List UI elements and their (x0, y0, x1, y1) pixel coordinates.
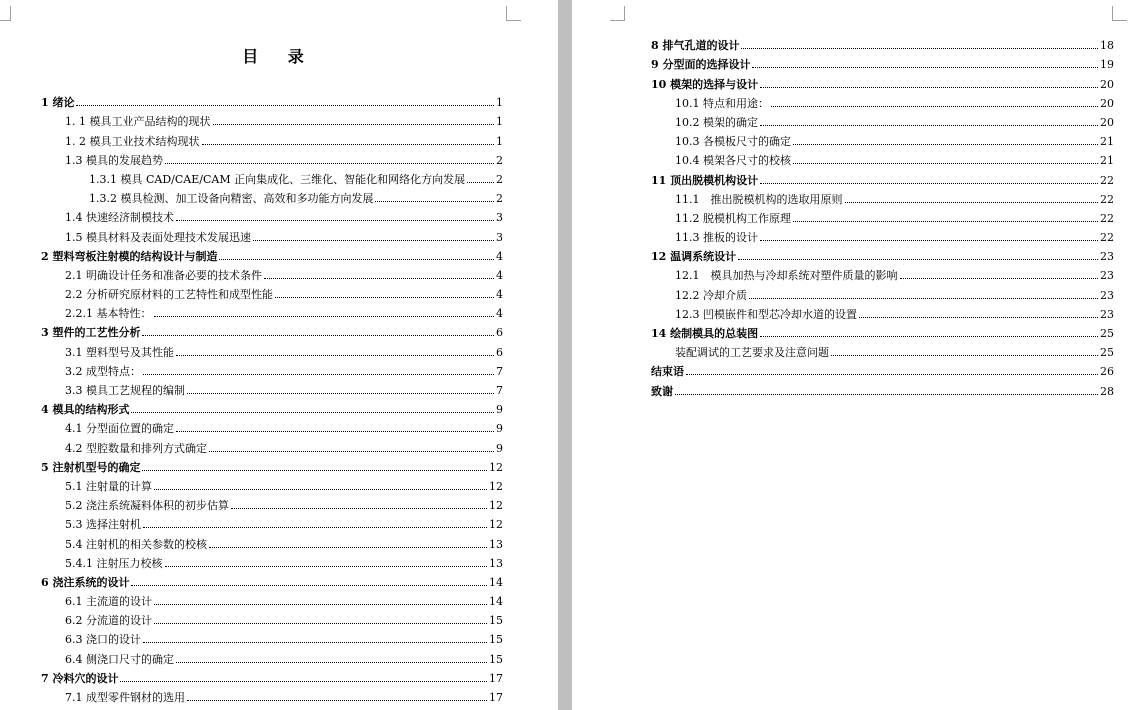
toc-entry-title: 4 模具的结构形式 (41, 403, 130, 417)
toc-entry-title: 11.3 推板的设计 (675, 231, 758, 245)
toc-entry-title: 1.5 模具材料及表面处理技术发展迅速 (65, 230, 251, 244)
toc-dot-leader (760, 335, 1098, 337)
toc-entry[interactable] (41, 301, 503, 320)
toc-page-number: 22 (1100, 173, 1114, 187)
toc-dot-leader (752, 66, 1098, 68)
toc-entry-title: 7.1 成型零件钢材的选用 (65, 691, 185, 704)
toc-dot-leader (686, 373, 1098, 375)
toc-entry-title: 2.1 明确设计任务和准备必要的技术条件 (65, 268, 262, 282)
toc-page-number: 22 (1100, 231, 1114, 245)
toc-page-number: 9 (496, 441, 503, 455)
toc-entry[interactable] (41, 435, 503, 454)
toc-dot-leader (760, 86, 1098, 88)
toc-dot-leader (760, 124, 1098, 126)
toc-page-number: 22 (1100, 192, 1114, 206)
toc-entry-title: 6.1 主流道的设计 (65, 595, 152, 609)
toc-entry[interactable] (41, 531, 503, 550)
toc-entry[interactable] (41, 627, 503, 646)
toc-dot-leader (793, 220, 1098, 222)
toc-page-number: 15 (489, 614, 503, 628)
toc-page-number: 22 (1100, 211, 1114, 225)
toc-entry-title: 5 注射机型号的确定 (41, 460, 141, 474)
toc-page-number: 12 (489, 518, 503, 532)
toc-entry-title: 2.2.1 基本特性： (65, 307, 152, 321)
toc-dot-leader (375, 200, 494, 202)
toc-page-number: 1 (496, 96, 503, 110)
toc-dot-leader (741, 47, 1098, 49)
toc-entry[interactable] (41, 167, 503, 186)
toc-entry[interactable] (41, 474, 503, 493)
toc-page-number: 15 (489, 633, 503, 647)
toc-entry[interactable] (41, 378, 503, 397)
toc-entry-title: 11.2 脱模机构工作原理 (675, 211, 791, 225)
toc-entry[interactable] (41, 512, 503, 531)
toc-entry[interactable] (41, 128, 503, 147)
toc-list-right (651, 33, 1114, 398)
toc-dot-leader (176, 354, 494, 356)
toc-entry-title: 11 顶出脱模机构设计 (651, 173, 759, 187)
toc-entry[interactable] (41, 416, 503, 435)
toc-entry-title: 6.3 浇口的设计 (65, 633, 141, 647)
toc-entry-title: 2 塑料弯板注射模的结构设计与制造 (41, 249, 218, 263)
toc-entry-title: 5.1 注射量的计算 (65, 479, 152, 493)
toc-entry-title: 2.2 分析研究原材料的工艺特性和成型性能 (65, 288, 273, 302)
toc-page-number: 4 (496, 307, 503, 321)
toc-dot-leader (187, 699, 487, 701)
toc-entry[interactable] (651, 167, 1114, 186)
toc-dot-leader (165, 565, 488, 567)
toc-entry-title: 致谢 (651, 384, 673, 398)
toc-dot-leader (176, 661, 487, 663)
toc-page-number: 17 (489, 671, 503, 685)
toc-entry[interactable] (651, 321, 1114, 340)
toc-entry-title: 6.2 分流道的设计 (65, 614, 152, 628)
toc-page-number: 9 (496, 422, 503, 436)
toc-entry[interactable] (651, 148, 1114, 167)
toc-dot-leader (143, 373, 494, 375)
toc-page-number: 21 (1100, 135, 1114, 149)
toc-entry-title: 10.1 特点和用途： (675, 96, 769, 110)
toc-page-number: 21 (1100, 154, 1114, 168)
toc-entry-title: 10.2 模架的确定 (675, 115, 758, 129)
toc-entry-title: 5.3 选择注射机 (65, 518, 141, 532)
toc-title: 目 录 (242, 47, 316, 66)
page-gutter (558, 0, 572, 710)
toc-entry-title: 10 模架的选择与设计 (651, 77, 759, 91)
toc-entry-title: 12.1 模具加热与冷却系统对塑件质量的影响 (675, 269, 898, 283)
toc-page-number: 23 (1100, 288, 1114, 302)
toc-dot-leader (275, 296, 494, 298)
toc-entry[interactable] (651, 110, 1114, 129)
toc-page-number: 15 (489, 652, 503, 666)
toc-entry-title: 1.3.1 模具 CAD/CAE/CAM 正向集成化、三维化、智能化和网络化方向发展 (89, 172, 466, 186)
toc-page-number: 7 (496, 364, 503, 378)
toc-dot-leader (187, 392, 494, 394)
toc-dot-leader (142, 469, 487, 471)
toc-entry-title: 结束语 (651, 365, 684, 379)
toc-page-number: 13 (489, 556, 503, 570)
toc-entry[interactable] (41, 666, 503, 685)
toc-entry[interactable] (651, 244, 1114, 263)
toc-dot-leader (253, 239, 494, 241)
toc-page-number: 9 (496, 403, 503, 417)
toc-dot-leader (760, 239, 1098, 241)
toc-page-number: 3 (496, 230, 503, 244)
toc-entry-title: 9 分型面的选择设计 (651, 58, 751, 72)
toc-entry-title: 3.1 塑料型号及其性能 (65, 345, 174, 359)
toc-page-number: 19 (1100, 58, 1114, 72)
toc-entry-title: 6.4 侧浇口尺寸的确定 (65, 652, 174, 666)
toc-dot-leader (771, 105, 1098, 107)
toc-entry-title: 1. 2 模具工业技术结构现状 (65, 134, 200, 148)
toc-page-number: 23 (1100, 307, 1114, 321)
toc-entry[interactable] (651, 71, 1114, 90)
toc-page-number: 3 (496, 211, 503, 225)
toc-dot-leader (131, 411, 494, 413)
toc-entry[interactable] (41, 455, 503, 474)
toc-page-number: 23 (1100, 250, 1114, 264)
toc-dot-leader (154, 603, 487, 605)
toc-entry-title: 装配调试的工艺要求及注意问题 (675, 346, 829, 360)
toc-dot-leader (793, 162, 1098, 164)
toc-entry[interactable] (651, 33, 1114, 52)
toc-dot-leader (143, 641, 487, 643)
toc-entry[interactable] (41, 493, 503, 512)
toc-dot-leader (749, 297, 1098, 299)
toc-page-number: 12 (489, 499, 503, 513)
toc-entry[interactable] (41, 685, 503, 704)
toc-entry[interactable] (651, 340, 1114, 359)
toc-dot-leader (142, 334, 494, 336)
toc-page-number: 14 (489, 575, 503, 589)
toc-dot-leader (176, 430, 494, 432)
toc-entry-title: 1.4 快速经济制模技术 (65, 211, 174, 225)
toc-entry-title: 4.2 型腔数量和排列方式确定 (65, 441, 207, 455)
toc-page-number: 12 (489, 479, 503, 493)
toc-entry-title: 3.2 成型特点： (65, 364, 141, 378)
toc-entry[interactable] (651, 225, 1114, 244)
toc-entry-title: 14 绘制模具的总装图 (651, 327, 759, 340)
toc-entry-title: 11.1 推出脱模机构的选取用原则 (675, 192, 843, 206)
toc-page-number: 1 (496, 134, 503, 148)
toc-dot-leader (675, 393, 1098, 395)
toc-page-number: 2 (496, 172, 503, 186)
toc-entry[interactable] (41, 359, 503, 378)
toc-dot-leader (120, 680, 487, 682)
toc-page-number: 4 (496, 268, 503, 282)
toc-entry-title: 8 排气孔道的设计 (651, 39, 740, 53)
toc-dot-leader (154, 488, 487, 490)
toc-entry[interactable] (41, 551, 503, 570)
toc-entry[interactable] (651, 91, 1114, 110)
toc-dot-leader (209, 546, 487, 548)
toc-entry-title: 5.2 浇注系统凝料体积的初步估算 (65, 499, 229, 513)
toc-dot-leader (131, 584, 487, 586)
toc-dot-leader (231, 507, 487, 509)
toc-entry[interactable] (41, 320, 503, 339)
toc-entry[interactable] (41, 205, 503, 224)
toc-entry[interactable] (41, 589, 503, 608)
toc-dot-leader (760, 182, 1098, 184)
margin-corner-mark (506, 6, 521, 21)
toc-page-number: 20 (1100, 77, 1114, 91)
toc-page-number: 20 (1100, 96, 1114, 110)
toc-entry[interactable] (41, 608, 503, 627)
toc-dot-leader (264, 277, 494, 279)
toc-entry[interactable] (41, 148, 503, 167)
toc-page-number: 20 (1100, 115, 1114, 129)
margin-corner-mark (0, 6, 11, 21)
toc-entry[interactable] (651, 129, 1114, 148)
toc-entry-title: 1.3 模具的发展趋势 (65, 153, 163, 167)
toc-dot-leader (154, 315, 495, 317)
toc-dot-leader (76, 104, 494, 106)
toc-entry-title: 10.4 模架各尺寸的校核 (675, 154, 791, 168)
toc-dot-leader (209, 450, 494, 452)
toc-entry-title: 5.4.1 注射压力校核 (65, 556, 163, 570)
toc-entry[interactable] (651, 206, 1114, 225)
margin-corner-mark (1112, 6, 1127, 21)
toc-entry[interactable] (41, 186, 503, 205)
toc-entry[interactable] (651, 187, 1114, 206)
toc-page-number: 2 (496, 192, 503, 206)
toc-entry[interactable] (651, 52, 1114, 71)
margin-corner-mark (610, 6, 625, 21)
toc-entry-title: 7 冷料穴的设计 (41, 671, 119, 685)
toc-entry[interactable] (651, 359, 1114, 378)
toc-dot-leader (467, 181, 494, 183)
toc-page-number: 17 (489, 691, 503, 704)
toc-dot-leader (165, 162, 494, 164)
toc-dot-leader (219, 258, 494, 260)
toc-entry[interactable] (41, 244, 503, 263)
toc-dot-leader (202, 143, 495, 145)
toc-entry-title: 12 温调系统设计 (651, 250, 737, 264)
toc-dot-leader (738, 258, 1098, 260)
toc-page-number: 14 (489, 595, 503, 609)
toc-entry[interactable] (41, 570, 503, 589)
toc-page-number: 7 (496, 384, 503, 397)
toc-page-number: 25 (1100, 327, 1114, 340)
toc-entry-title: 6 浇注系统的设计 (41, 575, 130, 589)
toc-dot-leader (213, 123, 495, 125)
toc-entry[interactable] (41, 224, 503, 243)
toc-page-number: 6 (496, 326, 503, 340)
toc-entry[interactable] (651, 302, 1114, 321)
toc-dot-leader (831, 354, 1098, 356)
toc-entry-title: 10.3 各模板尺寸的确定 (675, 135, 791, 149)
toc-dot-leader (845, 201, 1099, 203)
document-page-left (0, 0, 558, 710)
toc-entry[interactable] (41, 90, 503, 109)
toc-page-number: 23 (1100, 269, 1114, 283)
document-page-right (572, 0, 1140, 710)
toc-page-number: 18 (1100, 39, 1114, 53)
toc-entry[interactable] (41, 397, 503, 416)
toc-dot-leader (176, 219, 494, 221)
toc-dot-leader (154, 622, 487, 624)
toc-page-number: 4 (496, 288, 503, 302)
toc-list-left (41, 90, 503, 704)
toc-entry-title: 1. 1 模具工业产品结构的现状 (65, 115, 211, 129)
toc-entry-title: 4.1 分型面位置的确定 (65, 422, 174, 436)
toc-entry[interactable] (651, 263, 1114, 282)
toc-page-number: 12 (489, 460, 503, 474)
toc-entry[interactable] (41, 646, 503, 665)
toc-dot-leader (143, 526, 487, 528)
toc-entry[interactable] (41, 263, 503, 282)
toc-entry-title: 5.4 注射机的相关参数的校核 (65, 537, 207, 551)
toc-page-number: 2 (496, 153, 503, 167)
toc-dot-leader (900, 277, 1099, 279)
toc-page-number: 26 (1100, 365, 1114, 379)
toc-entry-title: 12.2 冷却介质 (675, 288, 747, 302)
toc-page-number: 28 (1100, 384, 1114, 398)
toc-entry[interactable] (41, 339, 503, 358)
toc-dot-leader (859, 316, 1098, 318)
toc-entry-title: 12.3 凹模嵌件和型芯冷却水道的设置 (675, 307, 857, 321)
toc-page-number: 6 (496, 345, 503, 359)
toc-entry[interactable] (41, 282, 503, 301)
toc-entry-title: 1 绪论 (41, 96, 75, 110)
toc-page-number: 13 (489, 537, 503, 551)
toc-entry-title: 3 塑件的工艺性分析 (41, 326, 141, 340)
toc-dot-leader (793, 143, 1098, 145)
toc-entry[interactable] (41, 109, 503, 128)
toc-entry-title: 1.3.2 模具检测、加工设备向精密、高效和多功能方向发展 (89, 192, 374, 206)
toc-entry[interactable] (651, 282, 1114, 301)
toc-entry[interactable] (651, 378, 1114, 397)
toc-page-number: 4 (496, 249, 503, 263)
toc-page-number: 25 (1100, 346, 1114, 360)
toc-page-number: 1 (496, 115, 503, 129)
toc-entry-title: 3.3 模具工艺规程的编制 (65, 384, 185, 397)
